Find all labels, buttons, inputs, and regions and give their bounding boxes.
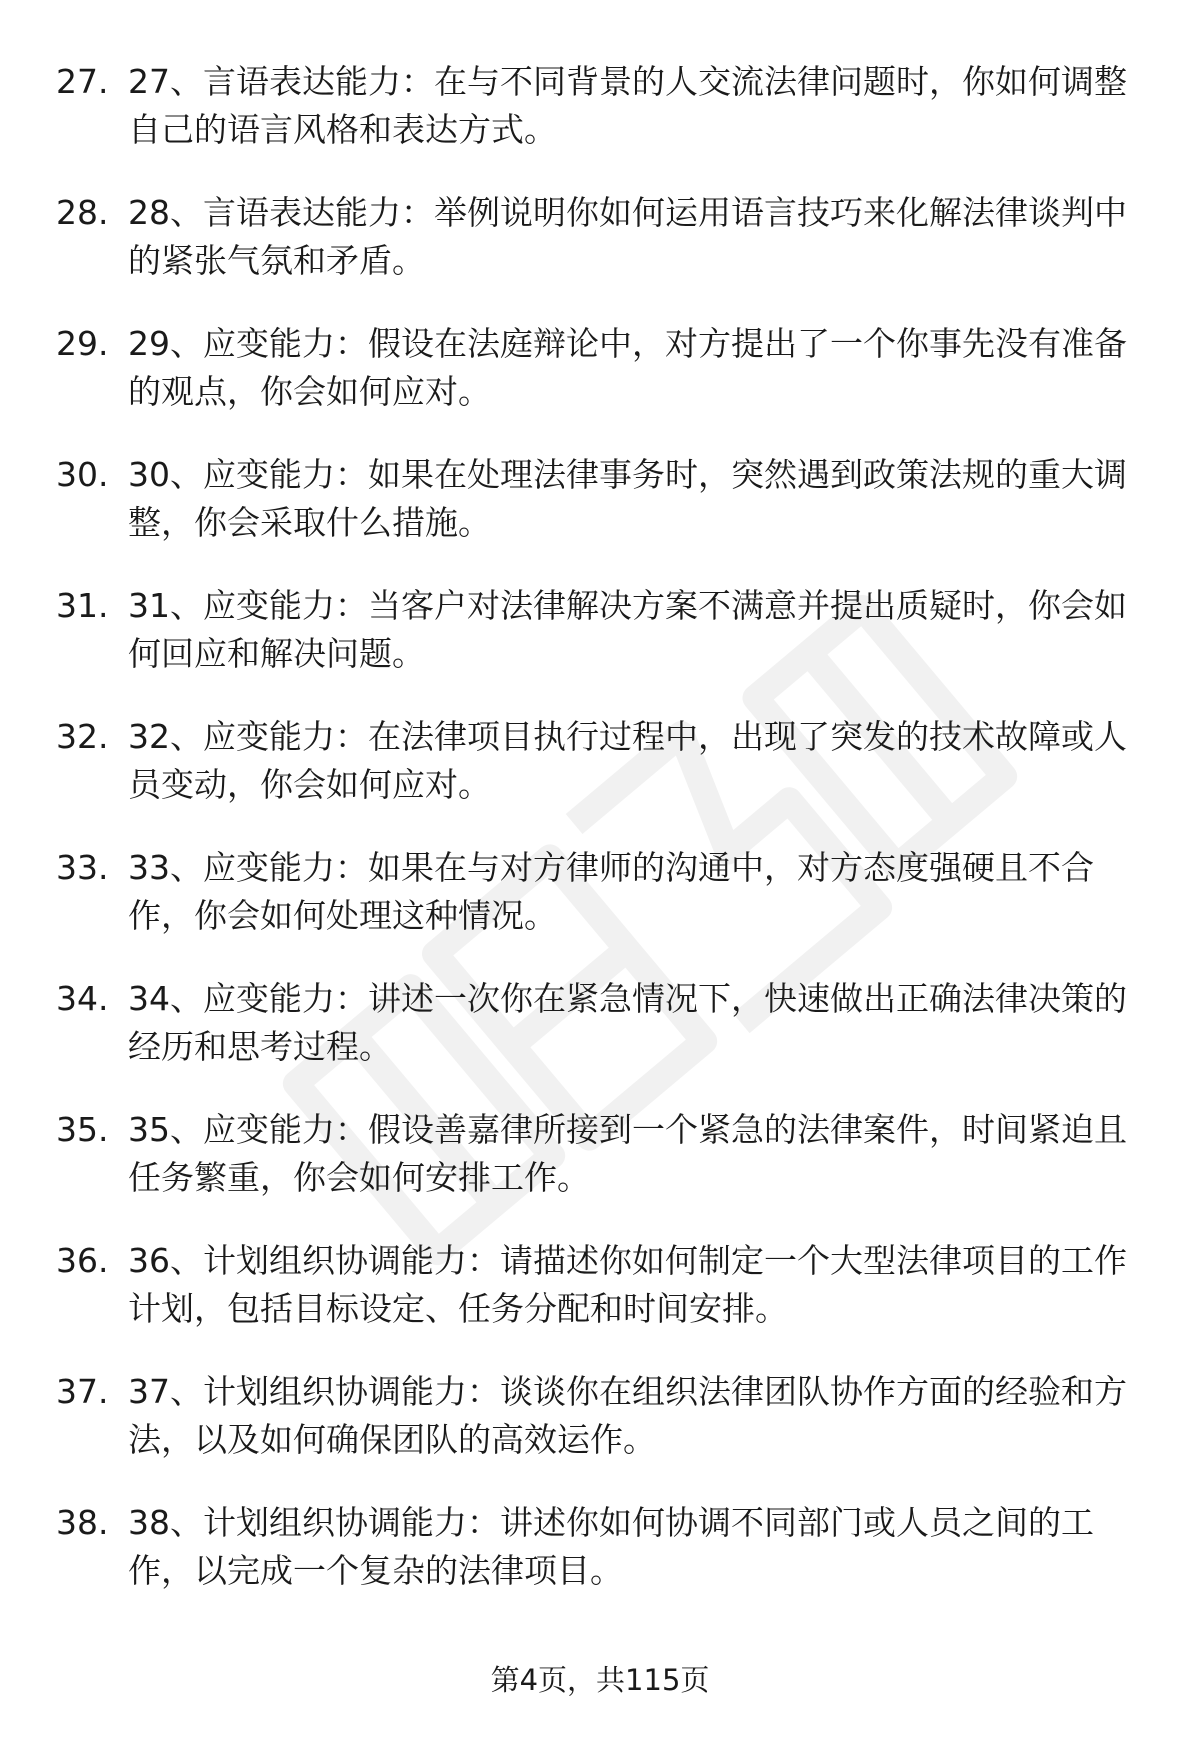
question-text: 27、言语表达能力：在与不同背景的人交流法律问题时，你如何调整自己的语言风格和表达方式。 xyxy=(128,62,1127,149)
question-text: 28、言语表达能力：举例说明你如何运用语言技巧来化解法律谈判中的紧张气氛和矛盾。 xyxy=(128,193,1127,280)
question-number: 37. xyxy=(56,1372,109,1411)
question-item xyxy=(0,1368,1200,1499)
question-item xyxy=(0,975,1200,1106)
question-item xyxy=(0,58,1200,189)
question-number: 29. xyxy=(56,324,109,363)
question-text: 29、应变能力：假设在法庭辩论中，对方提出了一个你事先没有准备的观点，你会如何应对。 xyxy=(128,324,1127,411)
question-text: 37、计划组织协调能力：谈谈你在组织法律团队协作方面的经验和方法，以及如何确保团队的高效运作。 xyxy=(128,1372,1127,1459)
question-number: 30. xyxy=(56,455,109,494)
question-number: 31. xyxy=(56,586,109,625)
question-list xyxy=(0,58,1200,1630)
question-text: 34、应变能力：讲述一次你在紧急情况下，快速做出正确法律决策的经历和思考过程。 xyxy=(128,979,1127,1066)
question-item xyxy=(0,320,1200,451)
question-number: 28. xyxy=(56,193,109,232)
question-item xyxy=(0,1499,1200,1630)
question-text: 31、应变能力：当客户对法律解决方案不满意并提出质疑时，你会如何回应和解决问题。 xyxy=(128,586,1127,673)
question-number: 33. xyxy=(56,848,109,887)
question-number: 32. xyxy=(56,717,109,756)
question-item xyxy=(0,189,1200,320)
question-item xyxy=(0,582,1200,713)
question-item xyxy=(0,844,1200,975)
question-text: 30、应变能力：如果在处理法律事务时，突然遇到政策法规的重大调整，你会采取什么措施。 xyxy=(128,455,1127,542)
question-text: 32、应变能力：在法律项目执行过程中，出现了突发的技术故障或人员变动，你会如何应对。 xyxy=(128,717,1127,804)
question-text: 35、应变能力：假设善嘉律所接到一个紧急的法律案件，时间紧迫且任务繁重，你会如何安排工作。 xyxy=(128,1110,1127,1197)
question-number: 35. xyxy=(56,1110,109,1149)
question-text: 38、计划组织协调能力：讲述你如何协调不同部门或人员之间的工作，以完成一个复杂的法律项目。 xyxy=(128,1503,1094,1590)
question-number: 27. xyxy=(56,62,109,101)
question-item xyxy=(0,451,1200,582)
question-number: 38. xyxy=(56,1503,109,1542)
question-number: 34. xyxy=(56,979,109,1018)
question-item xyxy=(0,713,1200,844)
question-item xyxy=(0,1237,1200,1368)
question-text: 33、应变能力：如果在与对方律师的沟通中，对方态度强硬且不合作，你会如何处理这种情况。 xyxy=(128,848,1094,935)
page-indicator: 第4页，共115页 xyxy=(490,1663,710,1697)
question-text: 36、计划组织协调能力：请描述你如何制定一个大型法律项目的工作计划，包括目标设定、任务分配和时间安排。 xyxy=(128,1241,1127,1328)
question-number: 36. xyxy=(56,1241,109,1280)
question-item xyxy=(0,1106,1200,1237)
